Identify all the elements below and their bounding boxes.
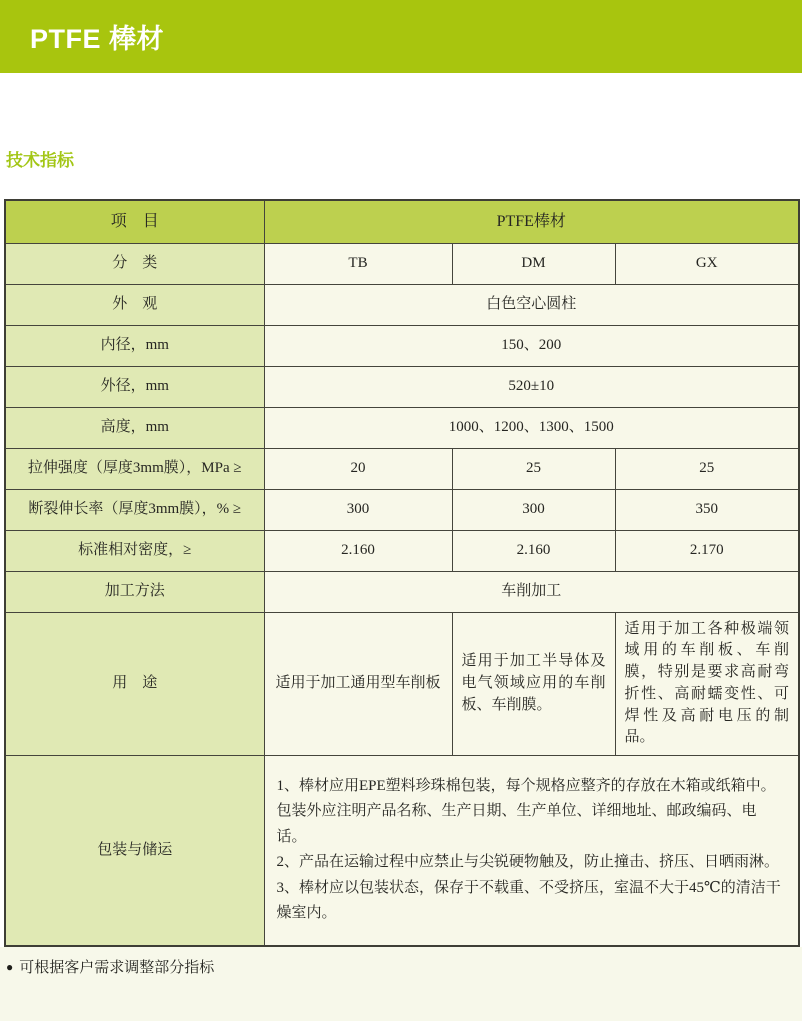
- usage-label: 用 途: [5, 612, 264, 756]
- inner-diameter-label: 内径，mm: [5, 325, 264, 366]
- item-value: PTFE棒材: [264, 200, 799, 243]
- row-tensile-strength: [5, 448, 799, 489]
- row-processing: [5, 571, 799, 612]
- density-dm: 2.160: [452, 530, 615, 571]
- elongation-label: 断裂伸长率（厚度3mm膜），% ≥: [5, 489, 264, 530]
- row-classification: [5, 243, 799, 284]
- density-label: 标准相对密度，≥: [5, 530, 264, 571]
- packaging-line-2: 2、产品在运输过程中应禁止与尖锐硬物触及，防止撞击、挤压、日晒雨淋。: [276, 854, 780, 871]
- footnote-text: 可根据客户需求调整部分指标: [19, 959, 215, 976]
- processing-label: 加工方法: [5, 571, 264, 612]
- packaging-line-1: 1、棒材应用EPE塑料珍珠棉包装，每个规格应整齐的存放在木箱或纸箱中。包装外应注明产品名称、生产日期、生产单位、详细地址、邮政编码、电话。: [276, 777, 776, 845]
- row-outer-diameter: [5, 366, 799, 407]
- appearance-value: 白色空心圆柱: [264, 284, 799, 325]
- packaging-label: 包装与储运: [5, 756, 264, 946]
- section-title: 技术指标: [6, 151, 74, 170]
- usage-gx: 适用于加工各种极端领域用的车削板、车削膜，特别是要求高耐弯折性、高耐蠕变性、可焊性及高耐电压的制品。: [615, 612, 799, 756]
- elongation-tb: 300: [264, 489, 452, 530]
- outer-diameter-label: 外径，mm: [5, 366, 264, 407]
- packaging-line-3: 3、棒材应以包装状态，保存于不载重、不受挤压，室温不大于45℃的清洁干燥室内。: [276, 879, 781, 922]
- row-height: [5, 407, 799, 448]
- row-density: [5, 530, 799, 571]
- classification-label: 分 类: [5, 243, 264, 284]
- tensile-strength-tb: 20: [264, 448, 452, 489]
- page-header-banner: [0, 0, 802, 73]
- footnote: [6, 956, 796, 977]
- appearance-label: 外 观: [5, 284, 264, 325]
- page-title: PTFE 棒材: [30, 24, 165, 54]
- bullet-icon: ●: [6, 959, 14, 974]
- usage-dm: 适用于加工半导体及电气领域应用的车削板、车削膜。: [452, 612, 615, 756]
- content-area: [0, 73, 802, 947]
- row-packaging: [5, 756, 799, 946]
- height-label: 高度，mm: [5, 407, 264, 448]
- height-value: 1000、1200、1300、1500: [264, 407, 799, 448]
- density-gx: 2.170: [615, 530, 799, 571]
- tensile-strength-dm: 25: [452, 448, 615, 489]
- inner-diameter-value: 150、200: [264, 325, 799, 366]
- row-usage: [5, 612, 799, 756]
- outer-diameter-value: 520±10: [264, 366, 799, 407]
- row-item: [5, 200, 799, 243]
- item-label: 项 目: [5, 200, 264, 243]
- usage-tb: 适用于加工通用型车削板: [264, 612, 452, 756]
- row-appearance: [5, 284, 799, 325]
- classification-value-tb: TB: [264, 243, 452, 284]
- tensile-strength-gx: 25: [615, 448, 799, 489]
- elongation-gx: 350: [615, 489, 799, 530]
- classification-value-gx: GX: [615, 243, 799, 284]
- footer-area: [0, 947, 802, 1021]
- elongation-dm: 300: [452, 489, 615, 530]
- spec-table: [4, 199, 800, 947]
- classification-value-dm: DM: [452, 243, 615, 284]
- row-elongation: [5, 489, 799, 530]
- processing-value: 车削加工: [264, 571, 799, 612]
- tensile-strength-label: 拉伸强度（厚度3mm膜），MPa ≥: [5, 448, 264, 489]
- row-inner-diameter: [5, 325, 799, 366]
- packaging-value: [264, 756, 799, 946]
- density-tb: 2.160: [264, 530, 452, 571]
